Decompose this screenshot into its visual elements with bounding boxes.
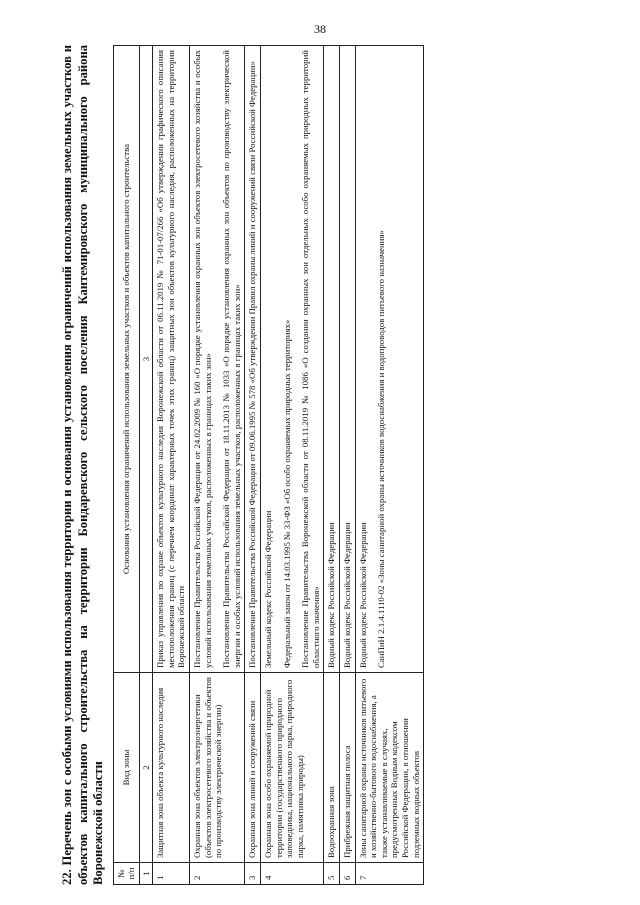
header-zone-type: Вид зоны [113, 673, 139, 863]
table-row [190, 46, 245, 885]
basis-cell [190, 46, 245, 673]
section-title: 22. Перечень зон с особыми условиями использования территории и основания установления ограничений использования земельных участков и объектов капитального строительства на территории Бондаревского сельского поселения Кантемировского муниципального района Воронежской области [60, 45, 105, 885]
basis-document: Федеральный закон от 14.03.1995 № 33-ФЗ «Об особо охраняемых природных территориях» [281, 319, 292, 668]
basis-document: Земельный кодекс Российской Федерации [263, 510, 274, 668]
zone-type-cell: Защитная зона объекта культурного наследия [153, 673, 190, 863]
table-row [245, 46, 261, 885]
basis-document: Постановление Правительства Воронежской области от 08.11.2019 № 1086 «О создании охранных зон отдельных особо охраняемых природных территорий областного значения» [300, 50, 321, 668]
basis-cell [355, 46, 424, 673]
basis-cell [340, 46, 356, 673]
row-number: 7 [355, 863, 424, 885]
row-number: 3 [245, 863, 261, 885]
basis-document: Водный кодекс Российской Федерации [357, 522, 368, 668]
table-header-row [113, 46, 139, 885]
basis-document: Постановление Правительства Российской Федерации от 24.02.2009 № 160 «О порядке установления охранных зон объектов электросетевого хозяйства и особых условий использования земельных участков, расположенных в границах таких зон» [192, 50, 213, 668]
table-row [340, 46, 356, 885]
basis-cell [261, 46, 324, 673]
header-basis: Основания установления ограничений использования земельных участков и объектов капитального строительства [113, 46, 139, 673]
zone-type-cell: Прибрежная защитная полоса [340, 673, 356, 863]
zone-type-cell: Охранная зона объектов электроэнергетики (объектов электросетевого хозяйства и объектов по производству электрической энергии) [190, 673, 245, 863]
table-row [261, 46, 324, 885]
basis-document: СанПиН 2.1.4.1110-02 «Зоны санитарной охраны источников водоснабжения и водопроводов питьевого назначения» [376, 230, 387, 668]
zone-type-cell: Охранная зона особо охраняемой природной территории (государственного природного заповедника, национального парка, природного парка, памятника природы) [261, 673, 324, 863]
column-number: 3 [139, 46, 153, 673]
header-num: № п/п [113, 863, 139, 885]
column-number-row [139, 46, 153, 885]
basis-cell [153, 46, 190, 673]
basis-document: Водный кодекс Российской Федерации [326, 522, 337, 668]
basis-document: Водный кодекс Российской Федерации [342, 522, 352, 668]
row-number: 5 [324, 863, 340, 885]
row-number: 2 [190, 863, 245, 885]
zone-type-cell: Зоны санитарной охраны источников питьевого и хозяйственно-бытового водоснабжения, а также устанавливаемые в случаях, предусмотренных Водным кодексом Российской Федерации, в отношении подземных водных объектов [355, 673, 424, 863]
table-row [355, 46, 424, 885]
table-row [324, 46, 340, 885]
basis-document: Постановление Правительства Российской Федерации от 18.11.2013 № 1033 «О порядке установления охранных зон объектов по производству электрической энергии и особых условий использования земельных участков, расположенных в границах таких зон» [221, 50, 242, 668]
zones-table [113, 45, 425, 885]
row-number: 4 [261, 863, 324, 885]
rotated-page-content [60, 45, 615, 885]
basis-document: Приказ управления по охране объектов культурного наследия Воронежской области от 06.11.2019 № 71-01-07/266 «Об утверждении графического описания местоположения границ (с перечнем координат характерных точек этих границ) защитных зон объектов культурного наследия, расположенных на территории Воронежской области [155, 50, 187, 668]
column-number: 2 [139, 673, 153, 863]
column-number: 1 [139, 863, 153, 885]
basis-cell [324, 46, 340, 673]
basis-cell [245, 46, 261, 673]
zone-type-cell: Охранная зона линий и сооружений связи [245, 673, 261, 863]
row-number: 6 [340, 863, 356, 885]
page-number: 38 [314, 22, 326, 36]
basis-document: Постановление Правительства Российской Федерации от 09.06.1995 № 578 «Об утверждении Правил охраны линий и сооружений связи Российской Федерации» [247, 61, 258, 668]
table-row [153, 46, 190, 885]
row-number: 1 [153, 863, 190, 885]
zone-type-cell: Водоохранная зона [324, 673, 340, 863]
